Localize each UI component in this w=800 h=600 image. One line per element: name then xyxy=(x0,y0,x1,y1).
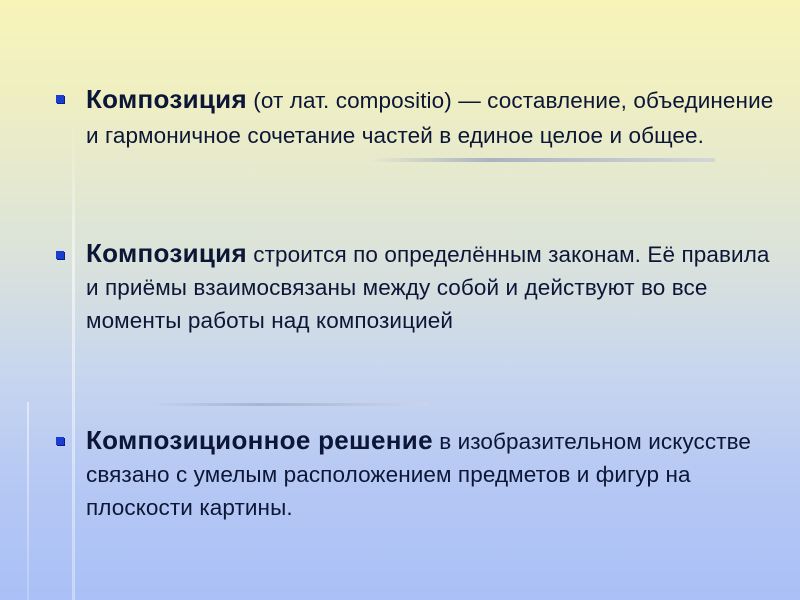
bullet-term: Композиция xyxy=(86,238,247,268)
bullet-definition: в изобразительном искусстве связано с умелым расположением предметов и фигур на плоскости картины. xyxy=(86,429,752,520)
bullet-term: Композиционное решение xyxy=(86,425,433,455)
decorative-vertical-line xyxy=(72,120,75,600)
decorative-horizontal-line xyxy=(150,403,428,406)
bullet-text xyxy=(86,82,776,153)
bullet-definition: (от лат. compositio) — составление, объединение и гармоничное сочетание частей в единое целое и общее. xyxy=(86,88,774,148)
decorative-horizontal-line xyxy=(370,158,715,162)
bullet-term: Композиция xyxy=(86,84,247,114)
bullet-text xyxy=(86,237,776,337)
square-bullet-icon xyxy=(56,251,64,259)
square-bullet-icon xyxy=(56,95,64,103)
bullet-text xyxy=(86,424,776,524)
bullet-definition: строится по определённым законам. Её правила и приёмы взаимосвязаны между собой и действуют во все моменты работы над композицией xyxy=(86,242,770,333)
square-bullet-icon xyxy=(56,437,64,445)
decorative-vertical-line xyxy=(27,402,29,600)
